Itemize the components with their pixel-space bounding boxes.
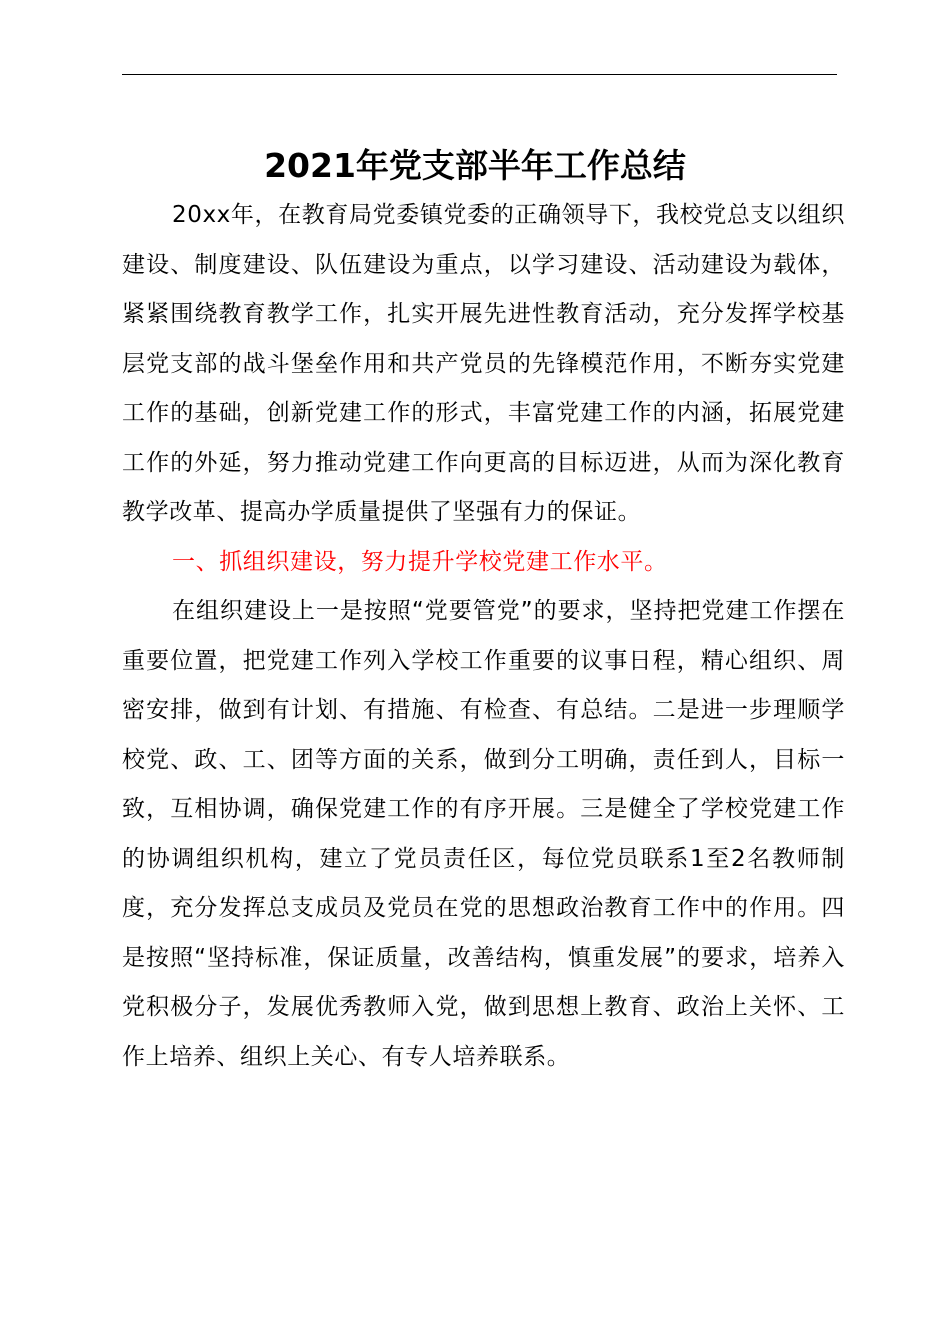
document-title: 2021年党支部半年工作总结 [264, 146, 686, 185]
header-rule [122, 74, 837, 75]
document-body [122, 191, 845, 1082]
section-heading: 一、抓组织建设，努力提升学校党建工作水平。 [172, 548, 668, 575]
intro-paragraph: 20xx年，在教育局党委镇党委的正确领导下，我校党总支以组织建设、制度建设、队伍建设为重点，以学习建设、活动建设为载体，紧紧围绕教育教学工作，扎实开展先进性教育活动，充分发挥学校基层党支部的战斗堡垒作用和共产党员的先锋模范作用，不断夯实党建工作的基础，创新党建工作的形式，丰富党建工作的内涵，拓展党建工作的外延，努力推动党建工作向更高的目标迈进，从而为深化教育教学改革、提高办学质量提供了坚强有力的保证。 [122, 202, 845, 525]
organization-paragraph: 在组织建设上一是按照“党要管党”的要求，坚持把党建工作摆在重要位置，把党建工作列入学校工作重要的议事日程，精心组织、周密安排，做到有计划、有措施、有检查、有总结。二是进一步理顺学校党、政、工、团等方面的关系，做到分工明确，责任到人，目标一致，互相协调，确保党建工作的有序开展。三是健全了学校党建工作的协调组织机构，建立了党员责任区，每位党员联系1至2名教师制度，充分发挥总支成员及党员在党的思想政治教育工作中的作用。四是按照“坚持标准，保证质量，改善结构，慎重发展”的要求，培养入党积极分子，发展优秀教师入党，做到思想上教育、政治上关怀、工作上培养、组织上关心、有专人培养联系。 [122, 598, 845, 1070]
